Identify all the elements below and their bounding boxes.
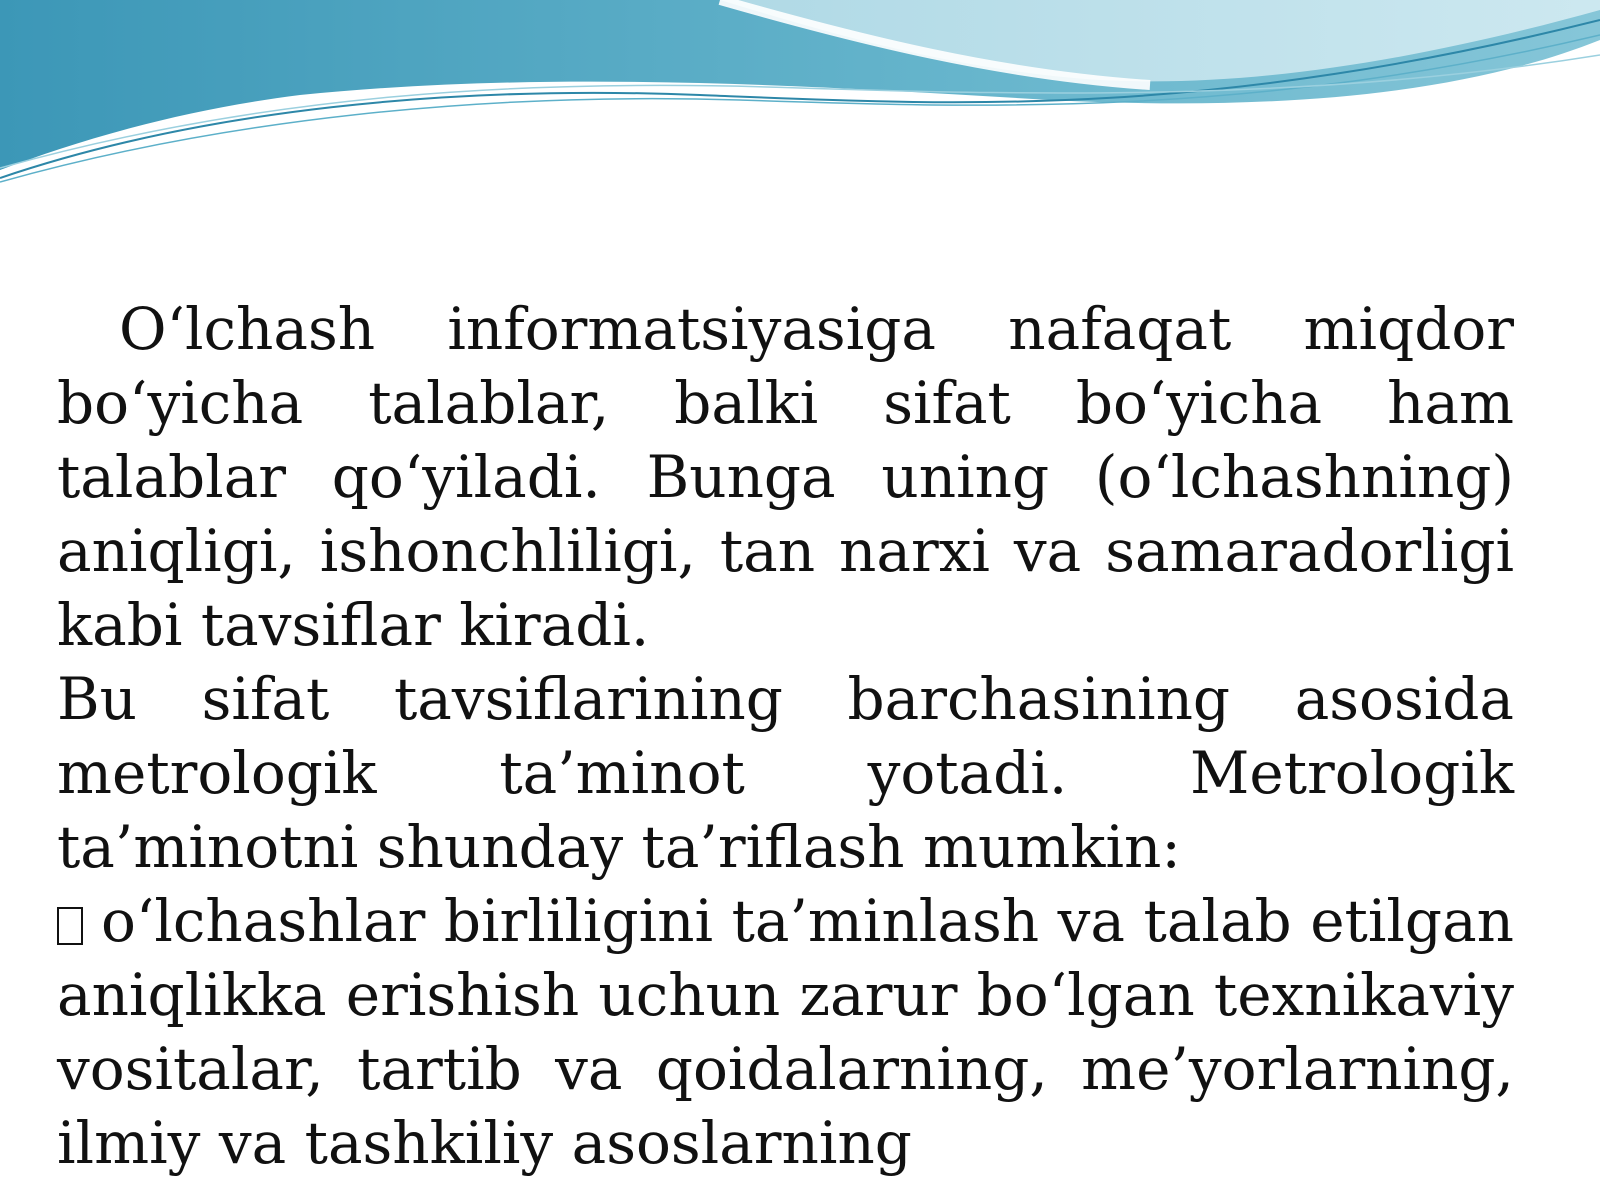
slide-body [57,292,1514,1180]
paragraph-2: Bu sifat tavsiflarining barchasining asosida metrologik ta’minot yotadi. Metrologik ta’minotni shunday ta’riflash mumkin: [57,665,1514,881]
paragraph-1: O‘lchash informatsiyasiga nafaqat miqdor bo‘yicha talablar, balki sifat bo‘yicha ham talablar qo‘yiladi. Bunga uning (o‘lchashning) aniqligi, ishonchliligi, tan narxi va samaradorligi kabi tavsiflar kiradi. [57,295,1514,659]
bullet-item-1-text: o‘lchashlar birliligini ta’minlash va talab etilgan aniqlikka erishish uchun zarur bo‘lgan texnikaviy vositalar, tartib va qoidalarning, me’yorlarning, ilmiy va tashkiliy asoslarning [57,887,1514,1177]
bullet-item-1 [57,884,1514,1180]
missing-glyph-icon [57,907,83,945]
wave-header-decoration [0,0,1600,200]
